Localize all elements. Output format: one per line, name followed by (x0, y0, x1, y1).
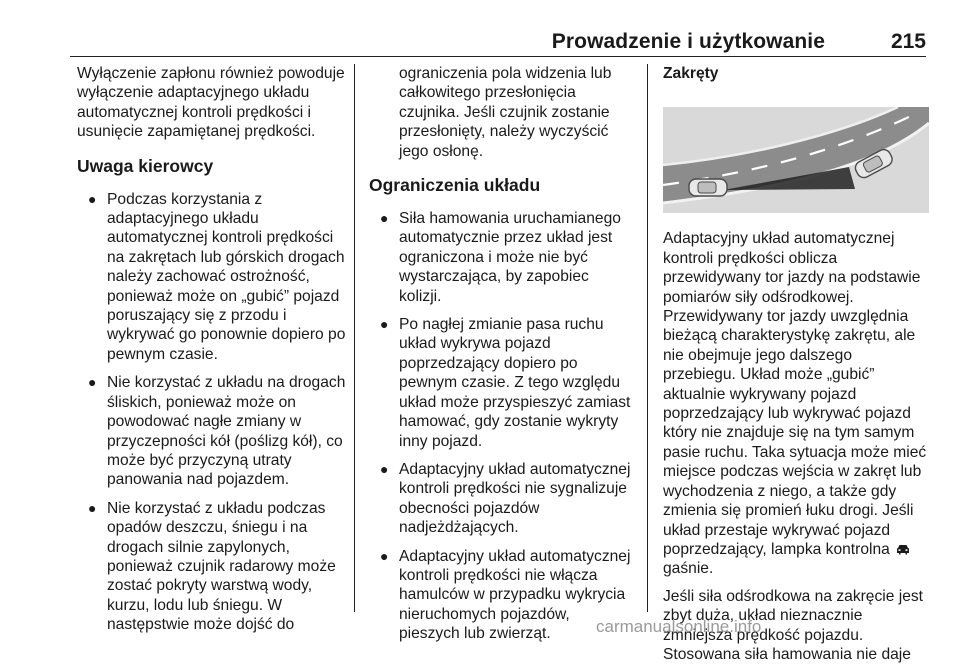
vehicle-ahead-indicator-icon (896, 544, 910, 555)
bullet-icon: ● (380, 547, 389, 564)
list-item: ● Podczas korzystania z adaptacyjnego układu automatycznej kontroli prędkości na zakrętach lub górskich drogach należy zachować ostrożność, ponieważ może on „gubić” pojazd poruszający się z przodu i wykrywać go ponownie dopiero po pewnym czasie. (88, 190, 346, 363)
list-item: ● Adaptacyjny układ automatycznej kontroli prędkości nie włącza hamulców w przypadku wykrycia nieruchomych pojazdów, pieszych lub zwierząt. (380, 547, 631, 643)
bullet-icon: ● (88, 499, 97, 516)
column-1 (77, 64, 349, 644)
system-limits-list (369, 209, 633, 644)
column-divider-1 (354, 64, 355, 612)
curves-paragraph-1: Adaptacyjny układ automatycznej kontroli prędkości oblicza przewidywany tor jazdy na podstawie pomiarów siły odśrodkowej. Przewidywany tor jazdy uwzględnia bieżącą charakterystykę zakrętu, ale nie obejmuje jego dalszego przebiegu. Układ może „gubić” aktualnie wykrywany pojazd poprzedzający lub wykrywać pojazd który nie znajduje się na tym samym pasie ruchu. Taka sytuacja może mieć miejsce podczas wejścia w zakręt lub wychodzenia z niego, a także gdy zmienia się promień łuku drogi. Jeśli układ przestaje wykrywać pojazd poprzedzający, lampka kontrolna gaśnie. (663, 230, 927, 578)
bullet-icon: ● (88, 190, 97, 207)
curve-illustration (663, 107, 929, 213)
header-divider (70, 56, 926, 57)
column-2 (369, 64, 633, 653)
bullet-icon: ● (380, 316, 389, 333)
curves-paragraph-2: Jeśli siła odśrodkowa na zakręcie jest zbyt duża, układ nieznacznie zmniejsza prędkość pojazdu. Stosowana siła hamowania nie daje (663, 587, 924, 663)
continued-bullet-text: ograniczenia pola widzenia lub całkowitego przesłonięcia czujnika. Jeśli czujnik zostanie przesłonięty, należy wyczyścić jego osłonę. (399, 65, 612, 160)
page-header (0, 0, 960, 56)
list-item: ● Nie korzystać z układu podczas opadów deszczu, śniegu i na drogach silnie zapylonych, ponieważ czujnik radarowy może zostać pokryty warstwą wody, kurzu, lodu lub śniegu. W następstwie może dojść do (88, 499, 336, 634)
bullet-icon: ● (88, 374, 97, 391)
list-item: ● Po nagłej zmianie pasa ruchu układ wykrywa pojazd poprzedzający dopiero po pewnym czasie. Z tego względu układ może przyspieszyć zamiast hamować, gdy zostanie wykryty inny pojazd. (380, 316, 631, 450)
list-item: ● Adaptacyjny układ automatycznej kontroli prędkości nie sygnalizuje obecności pojazdów nadjeżdżających. (380, 460, 631, 537)
bullet-icon: ● (380, 460, 389, 477)
section-heading-system-limits: Ograniczenia układu (369, 175, 541, 196)
list-item: ● Nie korzystać z układu na drogach śliskich, ponieważ może on powodować nagłe zmiany w przyczepności kół (poślizg kół), co może być przyczyną utraty panowania nad pojazdem. (88, 374, 346, 489)
page-title: Prowadzenie i użytkowanie (551, 30, 825, 53)
curve-road-image (663, 107, 929, 213)
page-number: 215 (890, 30, 926, 53)
intro-paragraph: Wyłączenie zapłonu również powoduje wyłączenie adaptacyjnego układu automatycznej kontroli prędkości i usunięcie zapamiętanej prędkości. (77, 65, 345, 141)
watermark-text: carmanualsonline.info (596, 617, 762, 636)
section-heading-driver-attention: Uwaga kierowcy (77, 155, 214, 176)
column-divider-2 (647, 64, 648, 612)
column-3 (663, 64, 929, 672)
section-heading-curves: Zakręty (663, 65, 719, 82)
list-item: ● Siła hamowania uruchamianego automatycznie przez układ jest ograniczona i może nie być wystarczająca, by zapobiec kolizji. (380, 210, 621, 305)
driver-attention-list (77, 190, 349, 635)
bullet-icon: ● (380, 210, 389, 227)
